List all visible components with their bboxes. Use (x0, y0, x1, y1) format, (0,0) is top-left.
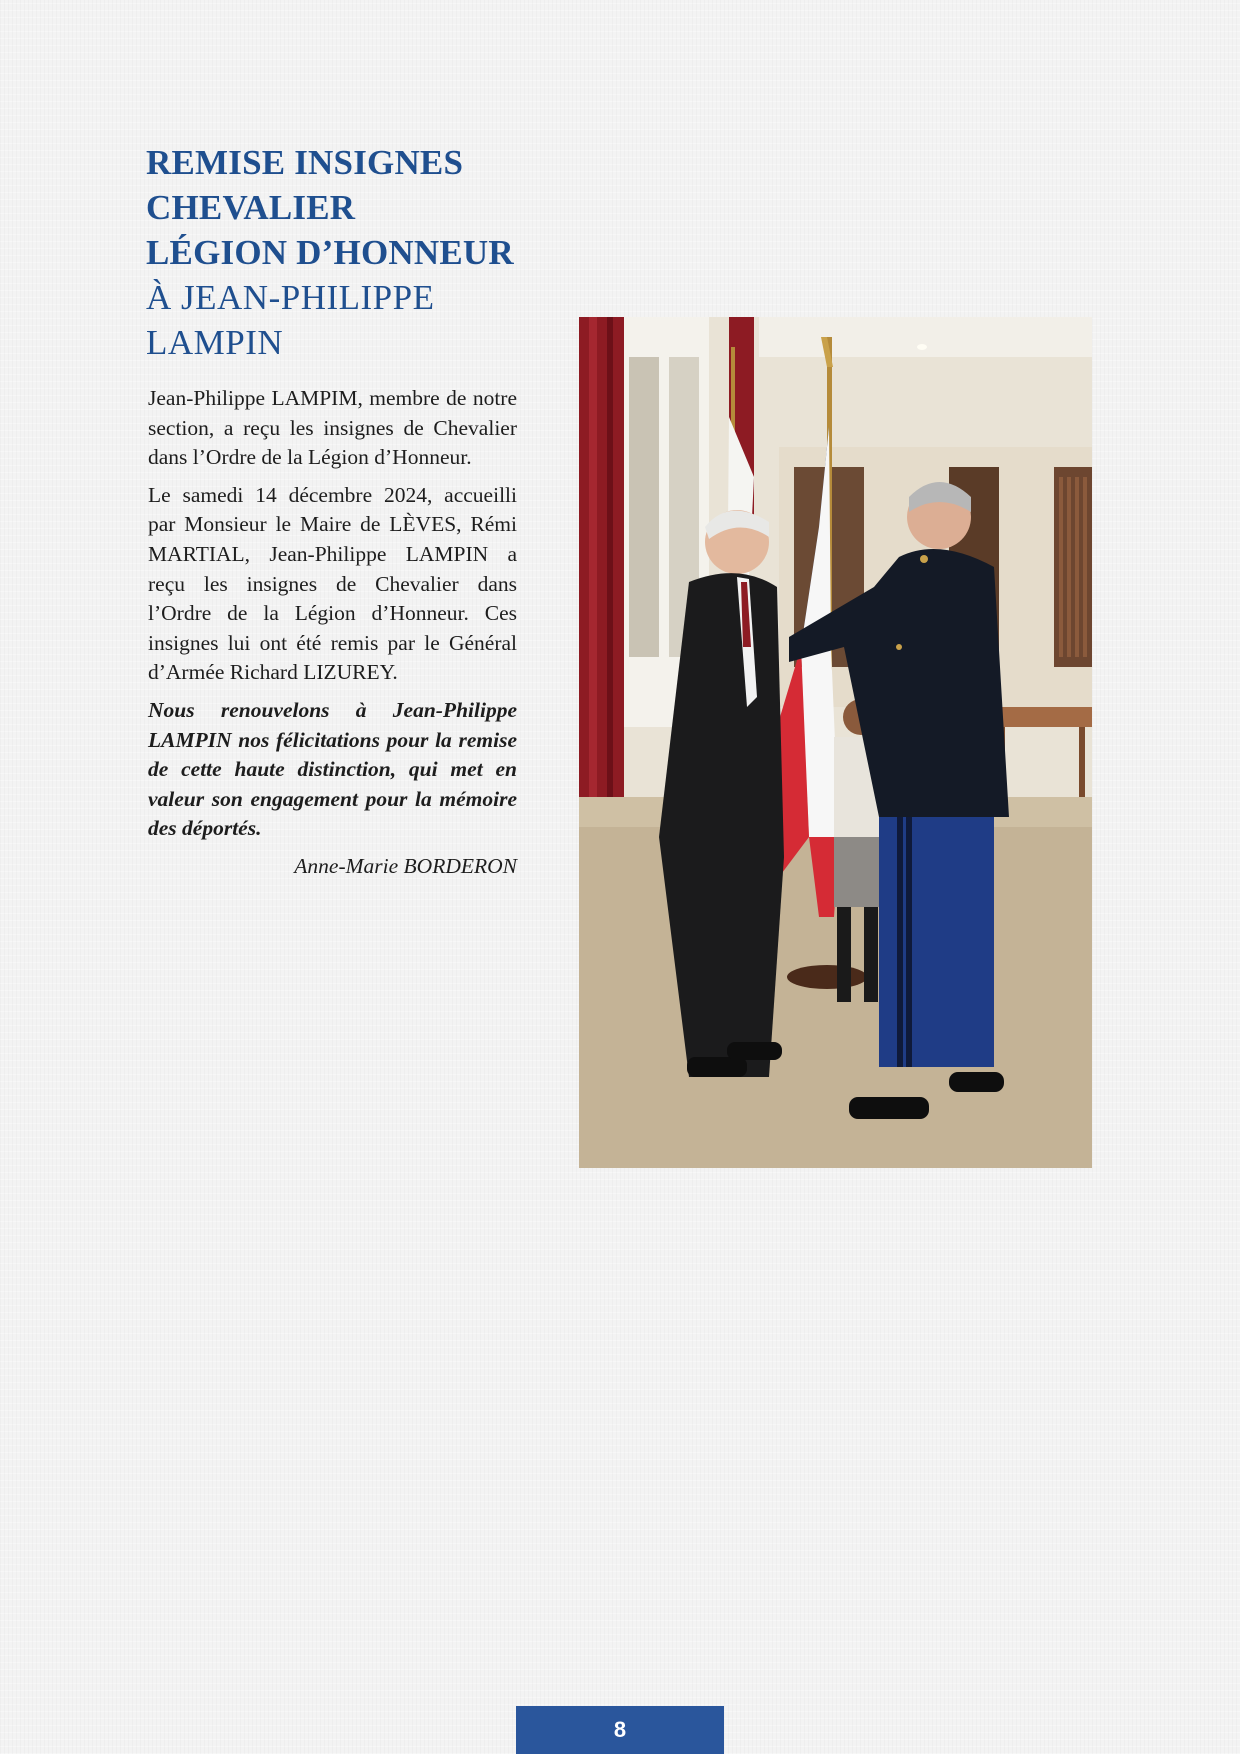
article-title (146, 140, 546, 365)
title-line-3: LÉGION D’HONNEUR (146, 233, 514, 272)
paragraph-intro: Jean-Philippe LAMPIM, membre de notre section, a reçu les insignes de Chevalier dans l’Ordre de la Légion d’Honneur. (148, 386, 517, 470)
paragraph-congratulations: Nous renouvelons à Jean-Philippe LAMPIN nos félicitations pour la remise de cette haute distinction, qui met en valeur son engagement pour la mémoire des déportés. (148, 697, 517, 841)
ceremony-photo (579, 317, 1092, 1168)
title-line-4: À JEAN-PHILIPPE (146, 278, 435, 317)
paragraph-ceremony: Le samedi 14 décembre 2024, accueilli par Monsieur le Maire de LÈVES, Rémi MARTIAL, Jean-Philippe LAMPIN a reçu les insignes de Chevalier dans l’Ordre de la Légion d’Honneur. Ces insignes lui ont été remis par le Général d’Armée Richard LIZUREY. (148, 482, 517, 685)
page-number: 8 (613, 1717, 627, 1742)
title-line-5: LAMPIN (146, 323, 284, 362)
title-line-2: CHEVALIER (146, 188, 356, 227)
author-signature: Anne-Marie BORDERON (294, 853, 517, 878)
page-number-tab (516, 1706, 724, 1754)
article-body (148, 384, 517, 882)
title-line-1: REMISE INSIGNES (146, 143, 464, 182)
